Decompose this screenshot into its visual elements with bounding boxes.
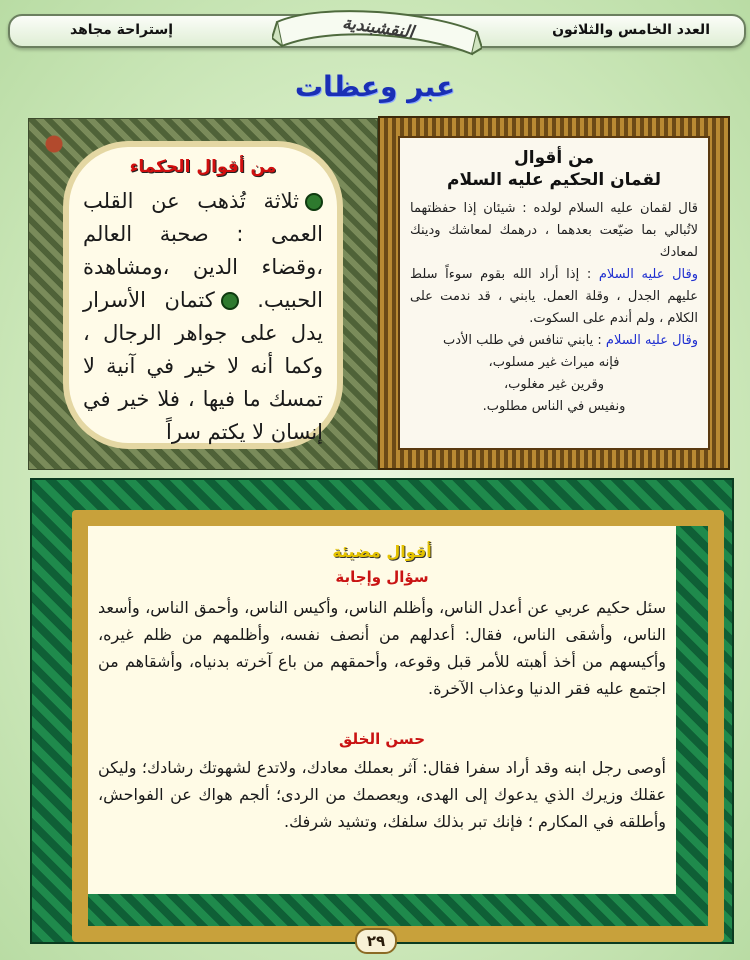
wise-sayings-heading: من أقوال الحكماء [129,157,277,177]
wise-item-2: كتمان الأسرار يدل على جواهر الرجال ، وكما أنه لا خير في آنية لا تمسك ما فيها ، فلا خير في إنسان لا يكتم سراً [83,288,323,444]
wise-item-1: ثلاثة تُذهب عن القلب العمى : صحبة العالم ،وقضاء الدين ،ومشاهدة الحبيب. [83,189,323,312]
question-answer-text: سئل حكيم عربي عن أعدل الناس، وأظلم الناس، وأكيس الناس، وأحمق الناس، وأسعد الناس، وأشقى الناس، فقال: أعدلهم من أنصف نفسه، وأظلمهم من ظلم غيره، وأكيسهم من أخذ أهبته للأمر قبل وقوعه، وأحمقهم من باع آخرته بدنياه، وأشقاهم من اجتمع عليه فقر الدنيا وعذاب الآخرة. [98,598,666,698]
bright-sayings-card [88,526,676,894]
good-manners-heading: حسن الخلق [338,730,426,748]
luqman-heading-line2: لقمان الحكيم عليه السلام [447,170,661,190]
luqman-p2-text: : إذا أراد الله بقوم سوءاً سلط عليهم الجدل ، وقلة العمل. يابني ، قد ندمت على الكلام ، ولم أندم على السكوت. [410,267,698,326]
luqman-paragraph-1: قال لقمان عليه السلام لولده : شيئان إذا حفظتهما لاتُبالي بما ضيّعت بعدهما ، درهمك لمعاشك ودينك لمعادك [410,201,698,260]
page-number: ٢٩ [355,928,397,954]
luqman-p3-line3: وقرين غير مغلوب، [503,377,605,392]
ribbon-title: النقشبندية [341,13,415,43]
bright-sayings-heading: أقوال مضيئة [332,542,432,561]
luqman-heading-line1: من أقوال [514,148,594,168]
luqman-p3-line4: ونفيس في الناس مطلوب. [482,399,626,414]
bright-sayings-panel [30,478,734,944]
wise-sayings-text [83,185,323,449]
wise-sayings-card [69,147,337,443]
luqman-p3-label: وقال عليه السلام [605,333,698,348]
good-manners-text: أوصى رجل ابنه وقد أراد سفرا فقال: آثر بعملك معادك، ولاتدع لشهوتك رشادك؛ وليكن عقلك وزيرك الذي يدعوك إلى الهدى، ويعصمك من الردى؛ ألجم هواك عن الفواحش، وأطلقه في المكارم ؛ فإنك تبر بذلك سلفك، وتشيد شرفك. [98,758,666,831]
luqman-text [410,198,698,418]
luqman-p3-line2: فإنه ميراث غير مسلوب، [488,355,620,370]
luqman-p3-text: : يابني تنافس في طلب الأدب [442,333,606,348]
luqman-card [398,136,710,450]
luqman-panel [378,116,730,470]
luqman-paragraph-3 [410,330,698,352]
question-answer-heading: سؤال وإجابة [335,568,429,586]
luqman-p2-label: وقال عليه السلام [598,267,698,282]
bullet-icon [305,193,323,211]
issue-label: العدد الخامس والثلاثون [552,22,710,38]
wise-sayings-panel [28,118,378,470]
page-title: عبر وعظات [294,70,456,103]
section-label: إستراحة مجاهد [70,22,174,38]
luqman-paragraph-2 [410,264,698,330]
bullet-icon [221,292,239,310]
